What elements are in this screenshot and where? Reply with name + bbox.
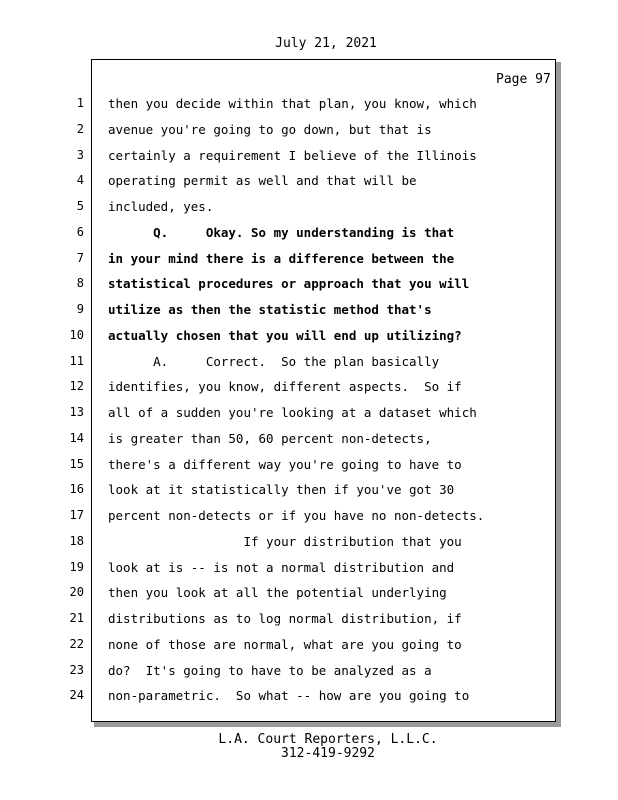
line-text: Q. Okay. So my understanding is that <box>108 224 455 240</box>
line-text: actually chosen that you will end up utilizing? <box>108 327 462 343</box>
line-text: look at it statistically then if you've got 30 <box>108 482 455 498</box>
transcript-line <box>0 219 560 245</box>
line-text: A. Correct. So the plan basically <box>108 353 440 369</box>
transcript-line <box>0 322 560 348</box>
line-number: 15 <box>69 456 84 471</box>
transcript-line <box>0 554 560 580</box>
line-number: 6 <box>76 224 84 239</box>
transcript-line <box>0 399 560 425</box>
transcript-line <box>0 193 560 219</box>
line-number: 3 <box>76 147 84 162</box>
transcript-line <box>0 167 560 193</box>
line-number: 19 <box>69 559 84 574</box>
line-text: utilize as then the statistic method that's <box>108 302 432 317</box>
transcript-line <box>0 682 560 708</box>
line-text: certainly a requirement I believe of the Illinois <box>108 147 477 163</box>
line-number: 22 <box>69 636 84 651</box>
transcript-line <box>0 270 560 296</box>
line-number: 10 <box>69 327 84 342</box>
transcript-line <box>0 116 560 142</box>
line-text: is greater than 50, 60 percent non-detects, <box>108 430 432 446</box>
line-number: 24 <box>69 688 84 703</box>
line-text: all of a sudden you're looking at a dataset which <box>108 405 477 420</box>
line-number: 11 <box>69 353 84 368</box>
footer-company: L.A. Court Reporters, L.L.C. <box>218 732 438 747</box>
line-text: percent non-detects or if you have no non-detects. <box>108 508 485 523</box>
line-text: distributions as to log normal distribution, if <box>108 611 462 626</box>
line-number: 20 <box>69 585 84 600</box>
line-number: 5 <box>76 199 84 213</box>
line-text: operating permit as well and that will be <box>108 173 417 189</box>
line-text: statistical procedures or approach that you will <box>108 276 470 292</box>
transcript-line <box>0 348 560 374</box>
line-number: 13 <box>69 405 84 419</box>
line-text: none of those are normal, what are you going to <box>108 636 462 652</box>
transcript-date: July 21, 2021 <box>275 36 377 51</box>
footer-phone: 312-419-9292 <box>281 746 375 761</box>
line-number: 18 <box>69 533 84 548</box>
line-number: 17 <box>69 508 84 522</box>
transcript-lines <box>0 90 560 708</box>
transcript-line <box>0 631 560 657</box>
transcript-line <box>0 605 560 631</box>
transcript-line <box>0 142 560 168</box>
transcript-line <box>0 296 560 322</box>
transcript-line <box>0 90 560 116</box>
line-text: If your distribution that you <box>108 533 462 549</box>
line-text: identifies, you know, different aspects. So if <box>108 379 462 395</box>
line-number: 12 <box>69 379 84 394</box>
transcript-line <box>0 502 560 528</box>
line-number: 23 <box>69 662 84 677</box>
line-text: look at is -- is not a normal distribution and <box>108 559 455 575</box>
line-text: then you decide within that plan, you know, which <box>108 96 477 111</box>
footer <box>0 733 618 761</box>
transcript-line <box>0 657 560 683</box>
line-number: 21 <box>69 611 84 625</box>
transcript-line <box>0 373 560 399</box>
transcript-line <box>0 476 560 502</box>
line-number: 1 <box>76 96 84 110</box>
line-text: in your mind there is a difference between the <box>108 250 455 266</box>
line-text: do? It's going to have to be analyzed as a <box>108 662 432 678</box>
line-number: 16 <box>69 482 84 497</box>
line-number: 8 <box>76 276 84 291</box>
page-number: Page 97 <box>496 72 551 87</box>
line-number: 9 <box>76 302 84 316</box>
transcript-line <box>0 245 560 271</box>
transcript-line <box>0 528 560 554</box>
line-text: there's a different way you're going to have to <box>108 456 462 472</box>
line-number: 14 <box>69 430 84 445</box>
line-number: 7 <box>76 250 84 265</box>
line-text: then you look at all the potential underlying <box>108 585 447 601</box>
line-text: included, yes. <box>108 199 214 214</box>
transcript-line <box>0 425 560 451</box>
transcript-line <box>0 451 560 477</box>
line-number: 2 <box>76 121 84 136</box>
line-number: 4 <box>76 173 84 188</box>
line-text: avenue you're going to go down, but that is <box>108 121 432 137</box>
transcript-line <box>0 579 560 605</box>
line-text: non-parametric. So what -- how are you going to <box>108 688 470 704</box>
